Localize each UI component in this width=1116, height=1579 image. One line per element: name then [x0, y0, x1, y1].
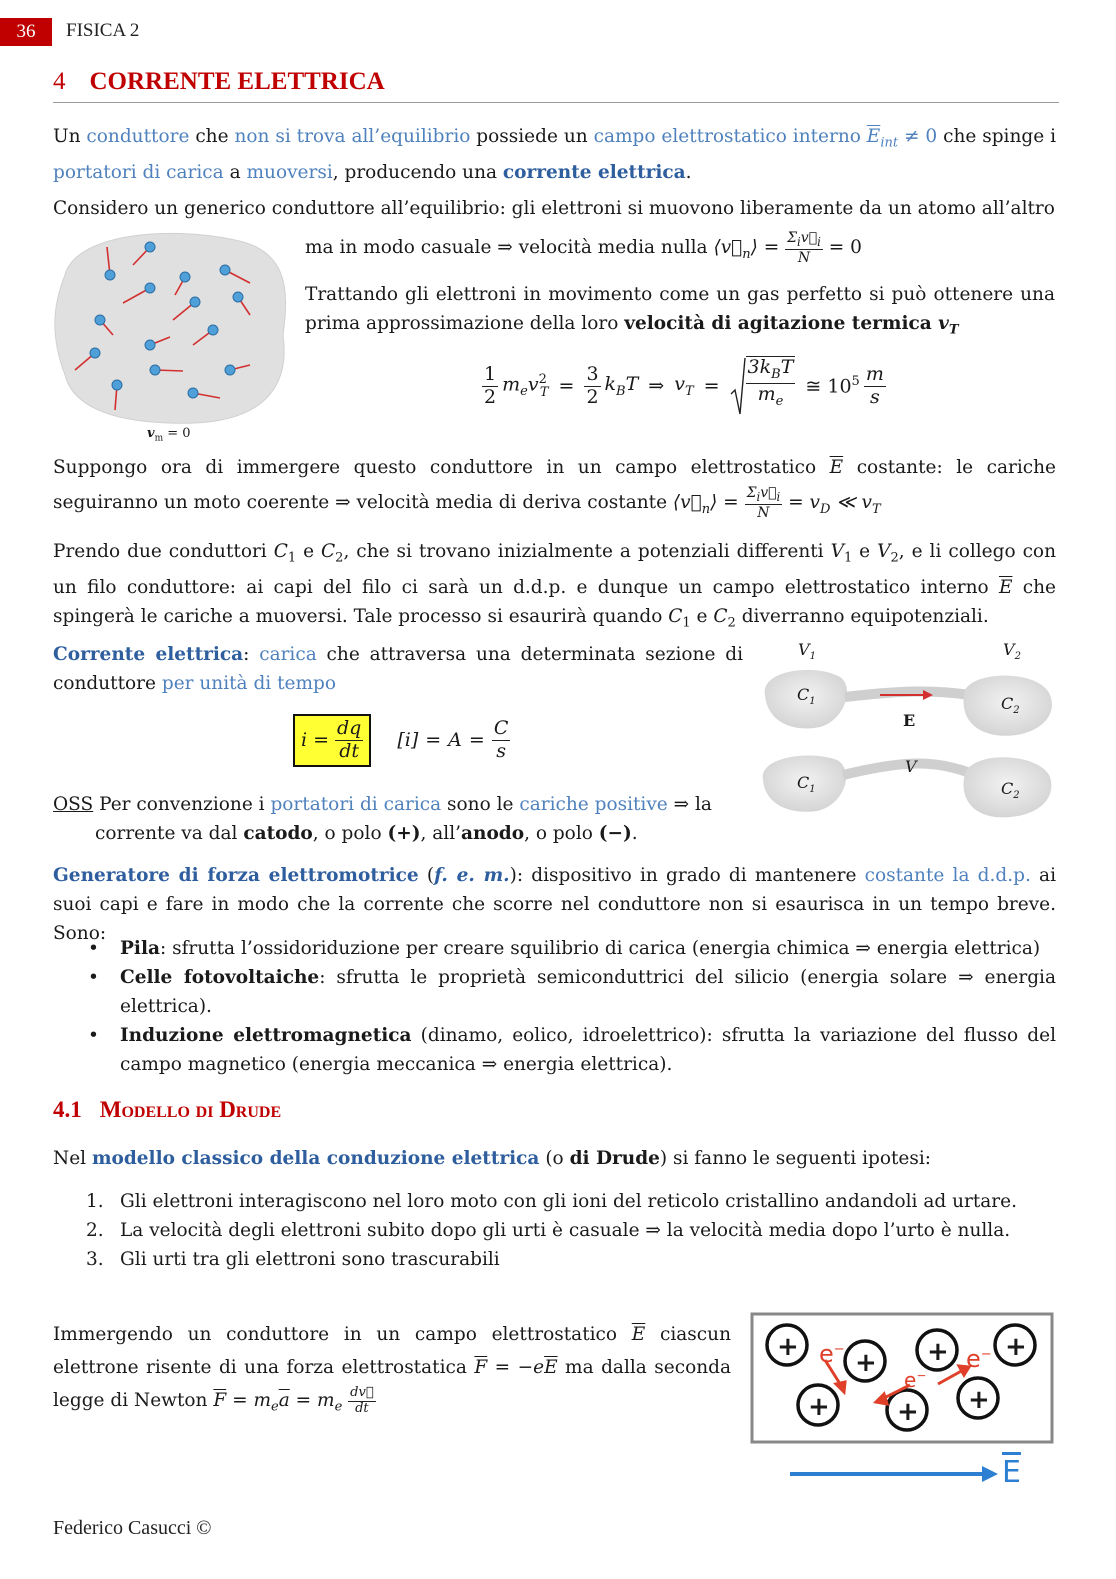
two-conductors-paragraph: Prendo due conduttori $C_1$ e $C_2$, che si trovano inizialmente a potenziali differenti $V_1$ e $V_2$, e li collego con un filo conduttore: ai capi del filo ci sarà un d.d.p. e dunque un campo elettrostatico interno $\overline{E}$ che spingerà le cariche a muoversi. Tale processo si esaurirà quando $C_1$ e $C_2$ diverranno equipotenziali. [53, 541, 1057, 631]
drude-hypotheses-list [53, 1187, 1056, 1274]
drift-velocity-paragraph: Suppongo ora di immergere questo conduttore in un campo elettrostatico $\overline{E}$ costante: le cariche seguiranno un moto coerente ⇒ velocità media di deriva costante $⟨v⃗_n⟩$ = $\frac{\Sigma_iv⃗_i}{N}$ = $v_D$ ≪ $v_T$ [53, 457, 1057, 522]
thermal-velocity-equation: $\frac{1}{2}$ $m_ev^2_T$ = $\frac{3}{2}$ $k_BT$ ⇒ $v_T$ = $\frac{3k_BT}{m_e}$ ≅ $10^5$ $\frac{m}{s}$ [482, 356, 886, 416]
label-c1-top: $C_1$ [797, 685, 816, 708]
list-item: 2. La velocità degli elettroni subito dopo gli urti è casuale ⇒ la velocità media dopo l’urto è nulla. [86, 1220, 1011, 1241]
oss-note-continued: corrente va dal catodo, o polo (+), all’anodo, o polo (−). [95, 823, 638, 844]
list-item: • Celle fotovoltaiche: sfrutta le proprietà semiconduttrici del silicio (energia solare ⇒ energia elettrica). [88, 967, 1056, 1017]
intro-paragraph: Un conduttore che non si trova all’equilibrio possiede un campo elettrostatico interno $\overline{E}_{int} \ne 0$ che spinge i portatori di carica a muoversi, producendo una corrente elettrica. [53, 126, 1056, 183]
ion-label: + [855, 1348, 877, 1378]
chapter-title: CORRENTE ELETTRICA [89, 68, 385, 95]
running-title: FISICA 2 [66, 20, 140, 41]
two-conductors-figure [755, 635, 1060, 835]
label-c2-top: $C_2$ [1001, 694, 1020, 717]
electron-label: e− [819, 1340, 845, 1368]
label-v: V [905, 757, 917, 776]
chapter-heading [53, 68, 1059, 103]
oss-note: OSS Per convenzione i portatori di carica sono le cariche positive ⇒ la [53, 794, 712, 815]
label-c2-bottom: $C_2$ [1001, 779, 1020, 802]
list-item: • Pila: sfrutta l’ossidoriduzione per creare squilibrio di carica (energia chimica ⇒ energia elettrica) [88, 938, 1041, 959]
ion-label: + [897, 1397, 919, 1427]
equilibrium-line: Considero un generico conduttore all’equilibrio: gli elettroni si muovono liberamente da un atomo all’altro [53, 198, 1055, 219]
section-heading: 4.1 Modello di Drude [53, 1097, 282, 1122]
highlighted-formula: i = $\frac{dq}{dt}$ [293, 714, 371, 767]
label-v2: $V_2$ [1003, 640, 1021, 663]
electron-label: e− [966, 1345, 992, 1373]
drude-intro: Nel modello classico della conduzione elettrica (o di Drude) si fanno le seguenti ipotesi: [53, 1148, 931, 1169]
current-definition: Corrente elettrica: carica che attraversa una determinata sezione di conduttore per unità di tempo [53, 644, 743, 694]
ion-label: + [808, 1392, 830, 1422]
emf-generators-list [53, 934, 1056, 1079]
ion-label: + [968, 1385, 990, 1415]
list-item: 1. Gli elettroni interagiscono nel loro moto con gli ioni del reticolo cristallino andandoli ad urtare. [86, 1191, 1017, 1212]
footer-author: Federico Casucci © [53, 1517, 212, 1539]
conductor-blob [55, 233, 286, 423]
ion-label: + [927, 1337, 949, 1367]
list-item: • Induzione elettromagnetica (dinamo, eolico, idroelettrico): sfrutta la variazione del flusso del campo magnetico (energia meccanica ⇒ energia elettrica). [88, 1025, 1056, 1075]
page-number: 36 [0, 18, 52, 46]
sqrt-sign [730, 356, 746, 416]
electron-gas-figure [45, 225, 295, 450]
list-item: 3. Gli urti tra gli elettroni sono trascurabili [86, 1249, 500, 1270]
ion-label: + [777, 1332, 799, 1362]
thermal-velocity-paragraph: Trattando gli elettroni in movimento come un gas perfetto si può ottenere una prima approssimazione della loro velocità di agitazione termica $v_T$ [305, 284, 1055, 338]
label-v1: $V_1$ [798, 640, 816, 663]
ion-label: + [1005, 1332, 1027, 1362]
label-e-field: E [903, 711, 916, 730]
electron-label: e− [904, 1368, 927, 1392]
current-equation: i = $\frac{dq}{dt}$ [i] = A = $\frac{C}{s}$ [293, 714, 510, 767]
figure-caption: $v_m = 0$ [147, 426, 191, 444]
newton-paragraph: Immergendo un conduttore in un campo elettrostatico $\overline{E}$ ciascun elettrone risente di una forza elettrostatica $\overline{F} = -e\overline{E}$ ma dalla seconda legge di Newton $\overline{F} = m_e\overline{a} = m_e$ $\frac{dv⃗}{dt}$ [53, 1324, 731, 1416]
label-c1-bottom: $C_1$ [797, 773, 816, 796]
emf-generator-paragraph: Generatore di forza elettromotrice (f. e. m.): dispositivo in grado di mantenere costante la d.d.p. ai suoi capi e fare in modo che la corrente che scorre nel conduttore non si esaurisca in un tempo breve. Sono: [53, 865, 1056, 944]
e-field-label: $\overline{E}$ [1002, 1455, 1021, 1490]
chapter-number: 4 [53, 68, 66, 95]
mean-velocity-line: ma in modo casuale ⇒ velocità media nulla $⟨v⃗_n⟩$ = $\frac{\Sigma_iv⃗_i}{N}$ = 0 [305, 230, 862, 267]
